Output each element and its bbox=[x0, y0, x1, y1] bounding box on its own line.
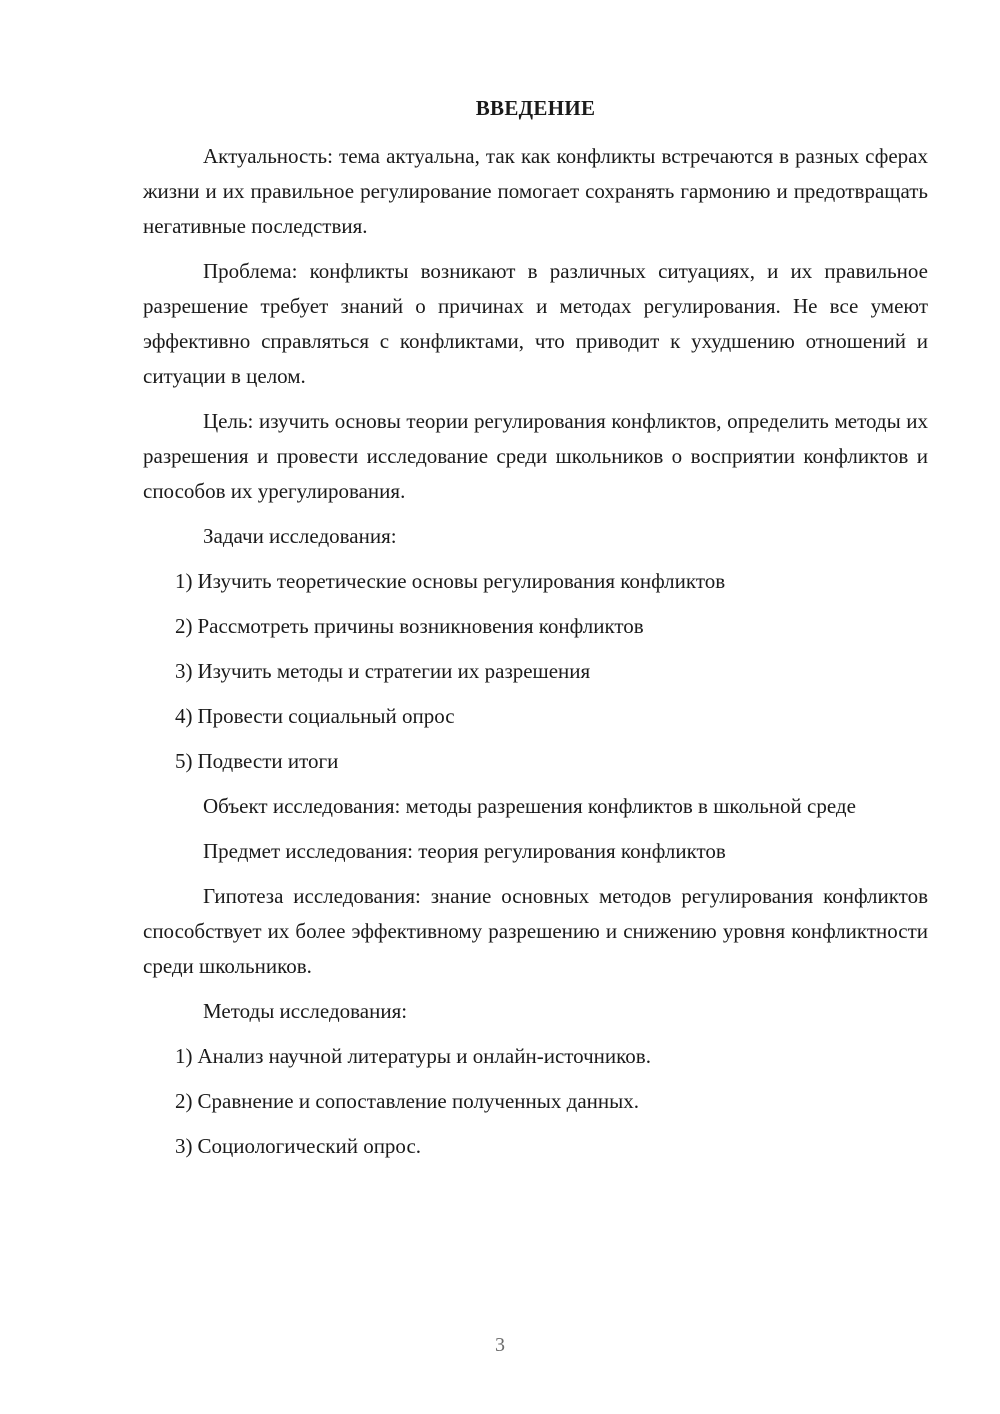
hypothesis-paragraph: Гипотеза исследования: знание основных методов регулирования конфликтов способствует их более эффективному разрешению и снижению уровня конфликтности среди школьников. bbox=[143, 884, 928, 978]
relevance-paragraph: Актуальность: тема актуальна, так как конфликты встречаются в разных сферах жизни и их правильное регулирование помогает сохранять гармонию и предотвращать негативные последствия. bbox=[143, 144, 928, 238]
page-number: 3 bbox=[495, 1334, 505, 1356]
tasks-label: Задачи исследования: bbox=[203, 524, 397, 548]
list-item: 1) Анализ научной литературы и онлайн-источников. bbox=[175, 1044, 651, 1068]
section-title: ВВЕДЕНИЕ bbox=[475, 96, 596, 120]
methods-label: Методы исследования: bbox=[203, 999, 408, 1023]
goal-paragraph: Цель: изучить основы теории регулирования конфликтов, определить методы их разрешения и провести исследование среди школьников о восприятии конфликтов и способов их урегулирования. bbox=[143, 409, 928, 503]
tasks-list bbox=[143, 564, 928, 779]
problem-paragraph: Проблема: конфликты возникают в различных ситуациях, и их правильное разрешение требует знаний о причинах и методах регулирования. Не все умеют эффективно справляться с конфликтами, что приводит к ухудшению отношений и ситуации в целом. bbox=[143, 259, 928, 388]
list-item: 3) Социологический опрос. bbox=[175, 1134, 422, 1158]
list-item: 4) Провести социальный опрос bbox=[175, 704, 455, 728]
list-item: 2) Рассмотреть причины возникновения конфликтов bbox=[175, 614, 644, 638]
document-page bbox=[143, 96, 928, 1174]
methods-list bbox=[143, 1039, 928, 1164]
object-paragraph: Объект исследования: методы разрешения конфликтов в школьной среде bbox=[203, 794, 856, 818]
list-item: 1) Изучить теоретические основы регулирования конфликтов bbox=[175, 569, 726, 593]
subject-paragraph: Предмет исследования: теория регулирования конфликтов bbox=[203, 839, 726, 863]
list-item: 5) Подвести итоги bbox=[175, 749, 339, 773]
list-item: 3) Изучить методы и стратегии их разрешения bbox=[175, 659, 591, 683]
list-item: 2) Сравнение и сопоставление полученных данных. bbox=[175, 1089, 639, 1113]
